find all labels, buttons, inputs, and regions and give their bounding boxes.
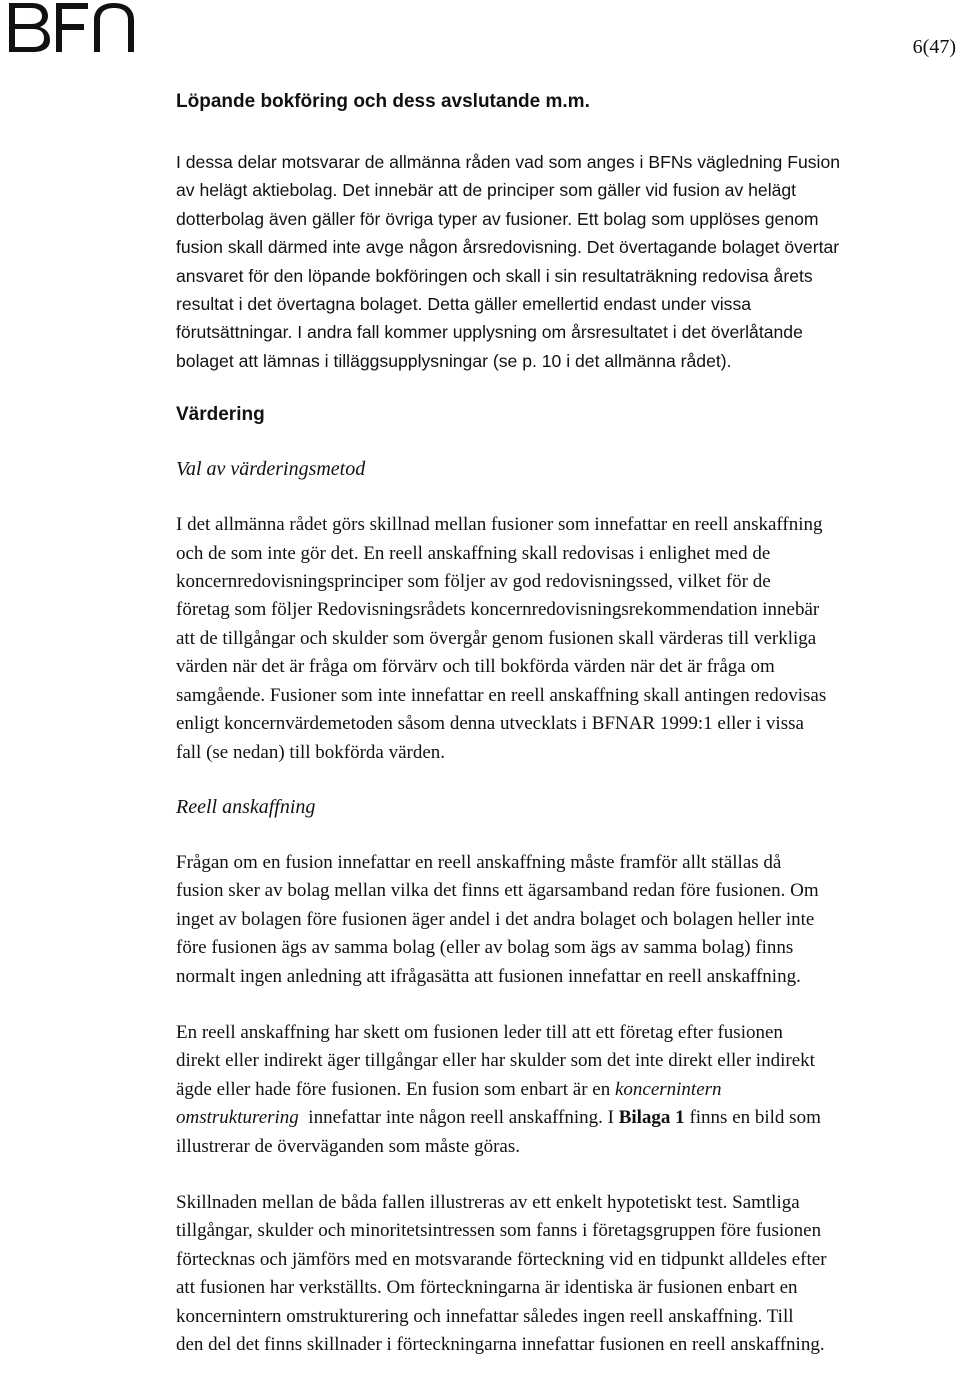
text-line: normalt ingen anledning att ifrågasätta att fusionen innefattar en reell anskaffning. xyxy=(176,965,801,987)
italic-term-koncernintern: koncernintern xyxy=(614,1078,722,1100)
bilaga-reference: Bilaga 1 xyxy=(618,1107,685,1129)
text-run: ägde eller hade före fusionen. En fusion som enbart är en xyxy=(176,1078,615,1100)
text-line: värden när det är fråga om förvärv och till bokförda värden när det är fråga om xyxy=(176,656,775,678)
text-run: innefattar inte någon reell anskaffning. I xyxy=(298,1107,619,1129)
text-line: resultat i det övertagna bolaget. Detta gäller emellertid endast under vissa xyxy=(176,294,752,315)
text-line: fall (se nedan) till bokförda värden. xyxy=(176,741,446,763)
real-acquisition-paragraph-2 xyxy=(176,1019,958,1161)
page-number: 6(47) xyxy=(912,36,956,58)
text-line: ansvaret för den löpande bokföringen och skall i sin resultaträkning redovisa årets xyxy=(176,265,813,286)
italic-term-omstrukturering: omstrukturering xyxy=(176,1107,299,1129)
text-run: finns en bild som xyxy=(684,1107,821,1129)
text-line: En reell anskaffning har skett om fusionen leder till att ett företag efter fusionen xyxy=(176,1021,783,1043)
text-line: koncernredovisningsprinciper som följer av god redovisningssed, vilket för de xyxy=(176,571,771,593)
text-line: att fusionen har verkställts. Om förteckningarna är identiska är fusionen enbart en xyxy=(176,1277,798,1299)
text-line: illustrerar de överväganden som måste göras. xyxy=(176,1135,520,1157)
text-line: Frågan om en fusion innefattar en reell anskaffning måste framför allt ställas då xyxy=(176,851,782,873)
text-line: I dessa delar motsvarar de allmänna råden vad som anges i BFNs vägledning Fusion xyxy=(176,152,841,172)
text-line: att de tillgångar och skulder som övergår genom fusionen skall värderas till verkliga xyxy=(176,627,817,649)
real-acquisition-paragraph-3 xyxy=(176,1189,958,1359)
text-line: fusion sker av bolag mellan vilka det finns ett ägarsamband redan före fusionen. Om xyxy=(176,880,819,902)
text-line: enligt koncernvärdemetoden såsom denna utvecklats i BFNAR 1999:1 eller i vissa xyxy=(176,713,804,735)
text-line: koncernintern omstrukturering och innefattar således ingen reell anskaffning. Till xyxy=(176,1305,794,1327)
document-body xyxy=(176,90,958,1387)
text-line: förutsättningar. I andra fall kommer upplysning om årsresultatet i det överlåtande xyxy=(176,322,803,343)
text-line: I det allmänna rådet görs skillnad mellan fusioner som innefattar en reell anskaffning xyxy=(176,514,823,536)
text-line: företag som följer Redovisningsrådets koncernredovisningsrekommendation innebär xyxy=(176,599,820,621)
intro-paragraph xyxy=(176,148,958,375)
real-acquisition-paragraph-1 xyxy=(176,849,958,991)
text-line xyxy=(176,1076,958,1104)
text-line: fusion skall därmed inte avge någon årsredovisning. Det övertagande bolaget övertar xyxy=(176,237,840,258)
text-line: bolaget att lämnas i tilläggsupplysningar (se p. 10 i det allmänna rådet). xyxy=(176,350,732,371)
bfn-logo xyxy=(6,0,138,54)
subsection-heading-real-acquisition: Reell anskaffning xyxy=(176,795,316,818)
section-heading-vardering: Värdering xyxy=(176,404,265,426)
valuation-method-paragraph xyxy=(176,511,958,767)
text-line: direkt eller indirekt äger tillgångar eller har skulder som det inte direkt eller indirekt xyxy=(176,1050,815,1072)
text-line: tillgångar, skulder och minoritetsintressen som fanns i företagsgruppen före fusionen xyxy=(176,1220,822,1242)
text-line: förtecknas och jämförs med en motsvarande förteckning vid en tidpunkt alldeles efter xyxy=(176,1248,827,1270)
text-line: den del det finns skillnader i förteckningarna innefattar fusionen en reell anskaffning. xyxy=(176,1334,825,1355)
text-line: före fusionen ägs av samma bolag (eller av bolag som ägs av samma bolag) finns xyxy=(176,937,794,959)
page-title: Löpande bokföring och dess avslutande m.m. xyxy=(176,91,590,112)
text-line: och de som inte gör det. En reell anskaffning skall redovisas i enlighet med de xyxy=(176,542,771,564)
text-line: samgående. Fusioner som inte innefattar en reell anskaffning skall antingen redovisas xyxy=(176,684,827,706)
text-line: dotterbolag även gäller för övriga typer av fusioner. Ett bolag som upplöses genom xyxy=(176,208,819,229)
text-line: Skillnaden mellan de båda fallen illustreras av ett enkelt hypotetiskt test. Samtliga xyxy=(176,1191,800,1213)
text-line: av helägt aktiebolag. Det innebär att de principer som gäller vid fusion av helägt xyxy=(176,180,797,201)
text-line: inget av bolagen före fusionen äger andel i det andra bolaget och bolagen heller inte xyxy=(176,908,815,930)
subsection-heading-valuation-method: Val av värderingsmetod xyxy=(176,458,366,481)
text-line xyxy=(176,1104,958,1132)
